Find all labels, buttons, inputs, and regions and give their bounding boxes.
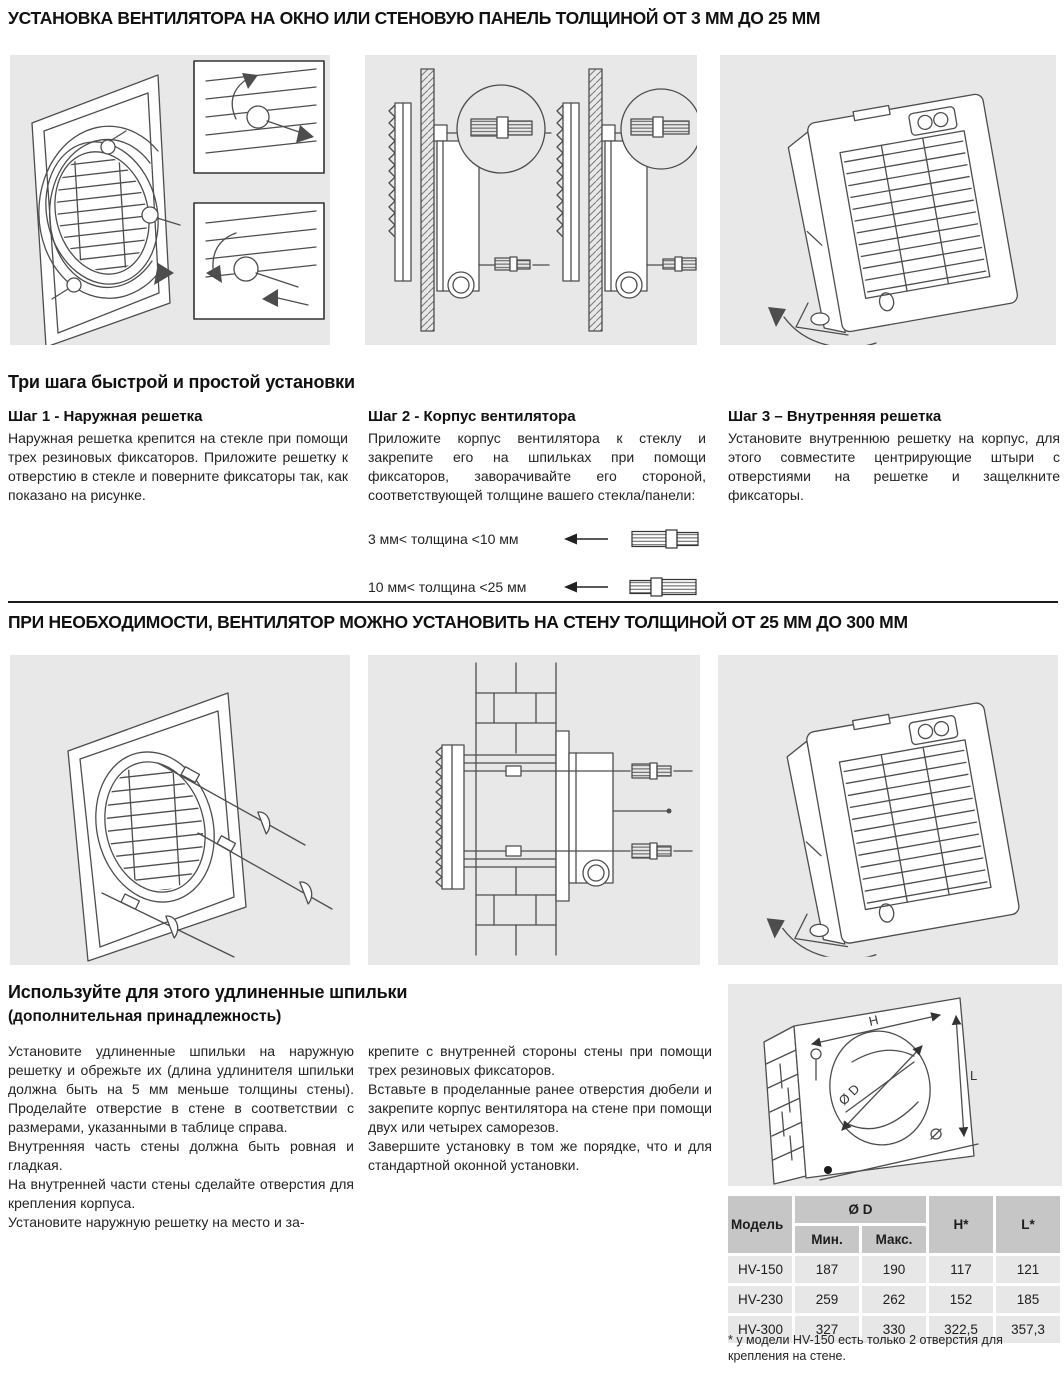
glass-mount-drawing xyxy=(365,55,697,345)
step-1-text: Наружная решетка крепится на стекле при помощи трех резиновых фиксаторов. Приложите решетку к отверстию в стекле и поверните фиксаторы так, как показано на рисунке. xyxy=(8,430,348,504)
grille-fixators-drawing xyxy=(10,55,330,345)
left-arrow-icon xyxy=(564,579,610,595)
paragraph: Вставьте в проделанные ранее отверстия дюбели и закрепите корпус вентилятора на стене при помощи двух или четырех саморезов. xyxy=(368,1081,712,1136)
illustration-grille-extended-pins xyxy=(10,655,350,965)
fan-body-drawing xyxy=(720,55,1056,345)
table-cell: 262 xyxy=(862,1286,926,1313)
table-header-min: Мин. xyxy=(795,1226,859,1253)
thickness-option-2 xyxy=(368,573,706,601)
table-cell: 330 xyxy=(862,1316,926,1343)
fixator-thick-icon xyxy=(624,574,704,600)
table-cell: 187 xyxy=(795,1256,859,1283)
step-1 xyxy=(8,408,348,505)
table-header-l: L* xyxy=(996,1196,1060,1253)
table-cell: 185 xyxy=(996,1286,1060,1313)
table-cell: 121 xyxy=(996,1256,1060,1283)
left-arrow-icon xyxy=(564,531,610,547)
paragraph: Установите наружную решетку на место и за- xyxy=(8,1214,305,1231)
illustration-wall-dimensions xyxy=(728,984,1062,1186)
section2-subtitle: Используйте для этого удлиненные шпильки xyxy=(8,982,408,1002)
table-row-model: HV-230 xyxy=(728,1286,792,1313)
paragraph: На внутренней части стены сделайте отверстия для крепления корпуса. xyxy=(8,1176,354,1212)
thickness-option-2-label: 10 мм< толщина <25 мм xyxy=(368,579,527,596)
illustration-fan-body-3d xyxy=(720,55,1056,345)
thickness-option-1-label: 3 мм< толщина <10 мм xyxy=(368,531,519,548)
illustration-fan-body-3d-2 xyxy=(718,655,1058,965)
section2-subtitle-note: (дополнительная принадлежность) xyxy=(8,1008,282,1025)
fixator-thin-icon xyxy=(624,526,704,552)
fan-body-drawing-2 xyxy=(718,655,1058,965)
step-3-title: Шаг 3 – Внутренняя решетка xyxy=(728,408,942,425)
paragraph: Завершите установку в том же порядке, что и для стандартной оконной установки. xyxy=(368,1138,712,1174)
step-3 xyxy=(728,408,1060,505)
dim-label-d: Ø D xyxy=(835,1081,863,1109)
table-row-model: HV-300 xyxy=(728,1316,792,1343)
table-cell: 190 xyxy=(862,1256,926,1283)
table-footnote: * у модели HV-150 есть только 2 отверстия для крепления на стене. xyxy=(728,1333,1003,1364)
section2-text-column-2 xyxy=(368,1042,712,1175)
table-cell: 117 xyxy=(929,1256,993,1283)
table-header-h: H* xyxy=(929,1196,993,1253)
table-cell: 357,3 xyxy=(996,1316,1060,1343)
table-cell: 327 xyxy=(795,1316,859,1343)
illustration-wall-section xyxy=(368,655,700,965)
paragraph: крепите с внутренней стороны стены при помощи трех резиновых фиксаторов. xyxy=(368,1043,712,1079)
grille-pins-drawing xyxy=(10,655,350,965)
paragraph: Установите удлиненные шпильки на наружную решетку и обрежьте их (длина удлинителя шпильки должна быть на 5 мм меньше толщины стены). Проделайте отверстие в стене в соответствии с размерами, указанными в таблице справа. xyxy=(8,1043,354,1136)
dim-label-l: L xyxy=(970,1068,978,1083)
section2-title: ПРИ НЕОБХОДИМОСТИ, ВЕНТИЛЯТОР МОЖНО УСТАНОВИТЬ НА СТЕНУ ТОЛЩИНОЙ ОТ 25 ММ ДО 300 ММ xyxy=(8,612,908,632)
step-2 xyxy=(368,408,706,601)
wall-section-drawing xyxy=(368,655,700,965)
table-cell: 322,5 xyxy=(929,1316,993,1343)
dim-label-h: H xyxy=(867,1012,880,1029)
wall-dimensions-drawing xyxy=(728,984,1062,1186)
section2-text-column-1 xyxy=(8,1042,354,1232)
table-cell: 259 xyxy=(795,1286,859,1313)
thickness-option-1 xyxy=(368,525,706,553)
table-row-model: HV-150 xyxy=(728,1256,792,1283)
illustration-outer-grille-fixators xyxy=(10,55,330,345)
illustration-glass-mount-sections xyxy=(365,55,697,345)
table-header-max: Макс. xyxy=(862,1226,926,1253)
step-1-title: Шаг 1 - Наружная решетка xyxy=(8,408,203,425)
step-2-text: Приложите корпус вентилятора к стеклу и закрепите его на шпильках при помощи фиксаторов, заворачивайте его стороной, соответствующей толщине вашего стекла/панели: xyxy=(368,430,706,504)
dimensions-table xyxy=(728,1196,1060,1343)
section1-subtitle: Три шага быстрой и простой установки xyxy=(8,372,355,392)
table-cell: 152 xyxy=(929,1286,993,1313)
step-3-text: Установите внутреннюю решетку на корпус, для этого совместите центрирующие штыри с отверстиями на решетке и защелкните фиксаторы. xyxy=(728,430,1060,504)
paragraph: Внутренняя часть стены должна быть ровная и гладкая. xyxy=(8,1138,354,1174)
table-header-model: Модель xyxy=(728,1196,792,1253)
section-divider xyxy=(8,601,1058,603)
step-2-title: Шаг 2 - Корпус вентилятора xyxy=(368,408,576,425)
section1-title: УСТАНОВКА ВЕНТИЛЯТОРА НА ОКНО ИЛИ СТЕНОВУЮ ПАНЕЛЬ ТОЛЩИНОЙ ОТ 3 ММ ДО 25 ММ xyxy=(8,8,821,28)
table-header-diameter: Ø D xyxy=(795,1196,926,1223)
